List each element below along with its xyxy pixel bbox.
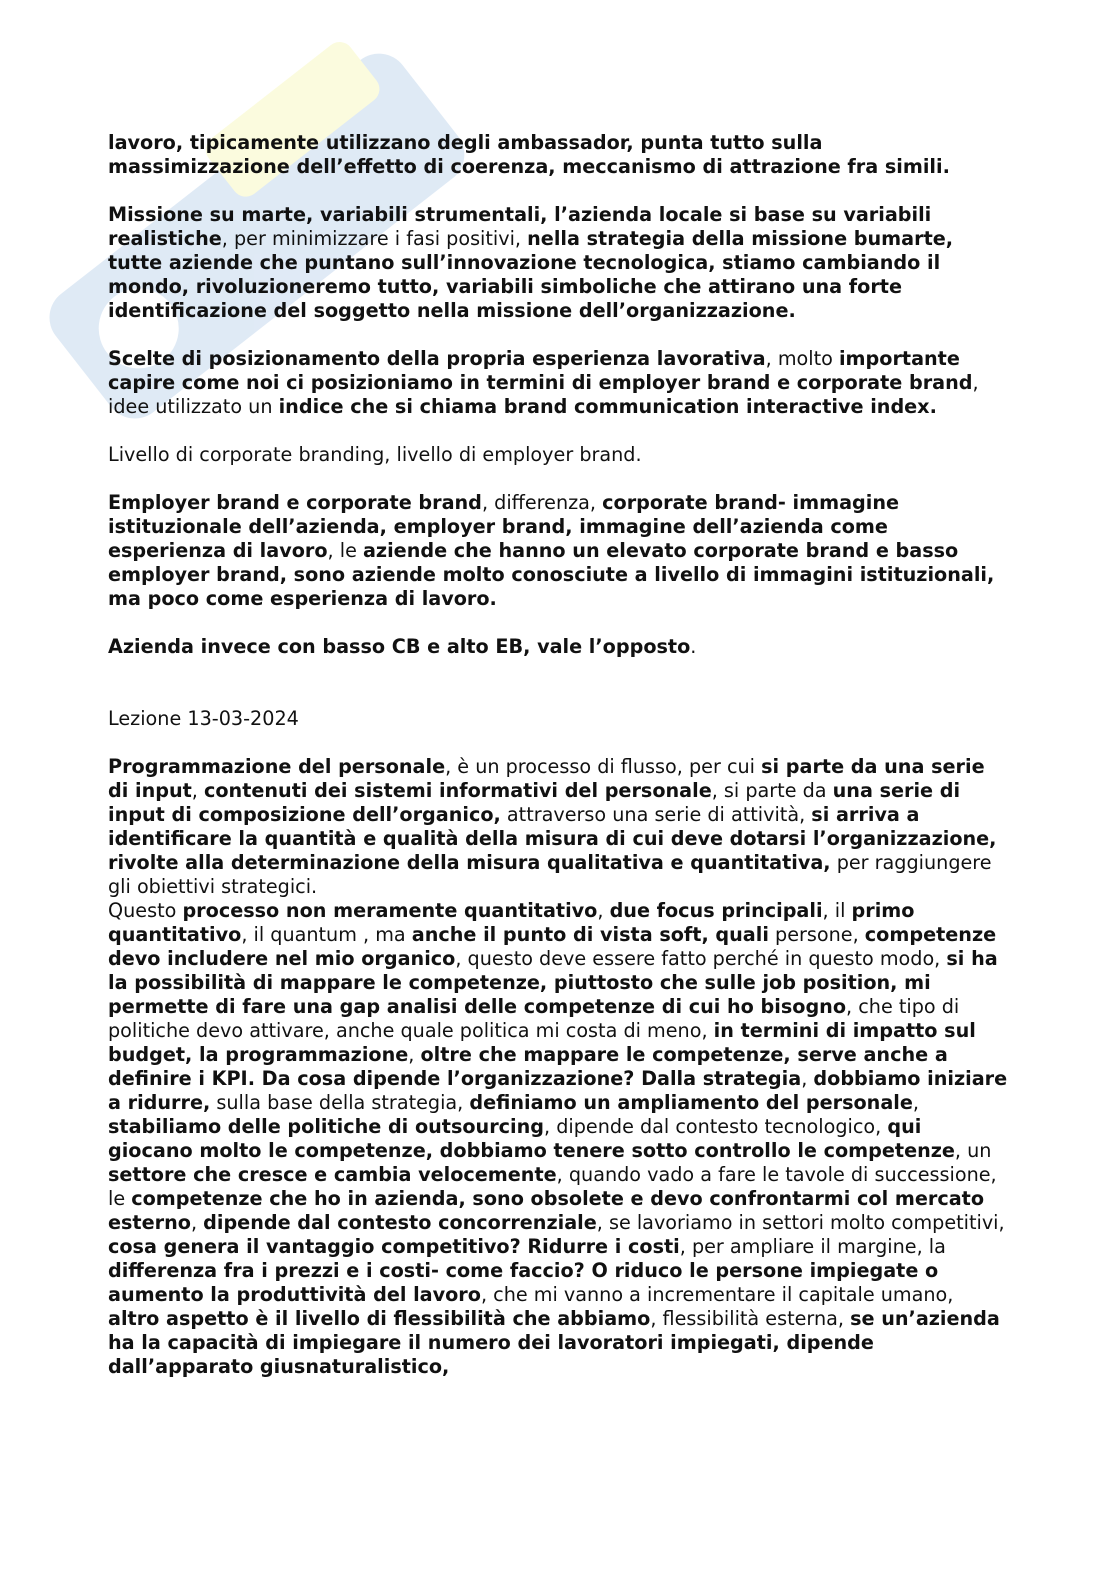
text-run: , un	[954, 1139, 992, 1162]
text-run: , il quantum , ma	[241, 923, 412, 946]
text-run: , flessibilità esterna,	[650, 1307, 851, 1330]
bold-text-run: lavoro, tipicamente utilizzano degli ambassador, punta tutto sulla massimizzazione dell’effetto di coerenza, meccanismo di attrazione fra simili.	[108, 131, 950, 178]
bold-text-run: indice che si chiama brand communication interactive index.	[278, 395, 937, 418]
text-run: per raggiungere gli obiettivi strategici.	[108, 851, 992, 898]
bold-text-run: definiamo un ampliamento del personale	[469, 1091, 913, 1114]
bold-text-run: due focus principali	[609, 899, 823, 922]
paragraph-ambassador	[108, 131, 1008, 179]
bold-text-run: aziende che hanno un elevato corporate brand e basso employer brand, sono aziende molto conosciute a livello di immagini istituzionali, ma poco come esperienza di lavoro.	[108, 539, 995, 610]
text-run: , si parte da	[711, 779, 833, 802]
bold-text-run: cosa genera il vantaggio competitivo? Ridurre i costi	[108, 1235, 680, 1258]
bold-text-run: Employer brand e corporate brand	[108, 491, 482, 514]
bold-text-run: contenuti dei sistemi informativi del personale	[204, 779, 712, 802]
text-run: , che tipo di politiche devo attivare, anche quale politica mi costa di meno,	[108, 995, 960, 1042]
text-run: ,	[801, 1067, 814, 1090]
text-run: , il	[822, 899, 852, 922]
text-run: ,	[191, 779, 204, 802]
bold-text-run: Programmazione del personale	[108, 755, 446, 778]
bold-text-run: stabiliamo delle politiche di outsourcing	[108, 1115, 545, 1138]
bold-text-run: si ha la possibilità di mappare le competenze, piuttosto che sulle job position, mi permette di fare una gap analisi delle competenze di cui ho bisogno	[108, 947, 998, 1018]
bold-text-run: si parte da una serie di input	[108, 755, 985, 802]
bold-text-run: oltre che mappare le competenze, serve anche a definire i KPI. Da cosa dipende l’organizzazione? Dalla strategia	[108, 1043, 948, 1090]
bold-text-run: anche il punto di vista soft, quali	[411, 923, 769, 946]
paragraph-programmazione	[108, 755, 1008, 899]
text-run: ,	[597, 899, 610, 922]
paragraph-posizionamento	[108, 347, 1008, 419]
text-run: , molto	[765, 347, 839, 370]
text-run: , per ampliare il margine, la	[679, 1235, 946, 1258]
paragraph-processo	[108, 899, 1008, 1379]
text-run: , questo deve essere fatto perché in questo modo,	[455, 947, 947, 970]
paragraph-employer-corporate	[108, 491, 1008, 611]
bold-text-run: corporate brand- immagine istituzionale dell’azienda, employer brand, immagine dell’azienda come esperienza di lavoro	[108, 491, 900, 562]
paragraph-livello-branding	[108, 443, 1008, 467]
bold-text-run: importante capire come noi ci posizioniamo in termini di employer brand e corporate brand	[108, 347, 973, 394]
text-run: , idee utilizzato un	[108, 371, 979, 418]
text-run: ,	[912, 1091, 919, 1114]
text-run: , le	[327, 539, 363, 562]
bold-text-run: se un’azienda ha la capacità di impiegare il numero dei lavoratori impiegati, dipende dall’apparato giusnaturalistico,	[108, 1307, 1000, 1378]
text-run: ,	[190, 1211, 204, 1234]
bold-text-run: in termini di impatto sul budget, la programmazione	[108, 1019, 976, 1066]
text-run: ,	[408, 1043, 421, 1066]
text-run: , per minimizzare i fasi positivi,	[221, 227, 528, 250]
bold-text-run: Scelte di posizionamento della propria esperienza lavorativa	[108, 347, 766, 370]
bold-text-run: una serie di input di composizione dell’organico,	[108, 779, 961, 826]
text-run: attraverso una serie di attività,	[500, 803, 812, 826]
bold-text-run: Azienda invece con basso CB e alto EB, vale l’opposto	[108, 635, 691, 658]
text-run: , dipende dal contesto tecnologico,	[544, 1115, 888, 1138]
text-run: Questo	[108, 899, 183, 922]
text-run: , differenza,	[481, 491, 603, 514]
bold-text-run: processo non meramente quantitativo	[182, 899, 598, 922]
text-run: , che mi vanno a incrementare il capitale umano,	[480, 1283, 954, 1306]
bold-text-run: competenze che ho in azienda, sono obsolete e devo confrontarmi col mercato esterno	[108, 1187, 985, 1234]
bold-text-run: dobbiamo iniziare a ridurre,	[108, 1067, 1008, 1114]
bold-text-run: differenza fra i prezzi e i costi- come faccio? O riduco le persone impiegate o aumento la produttività del lavoro	[108, 1259, 939, 1306]
paragraph-missione-marte	[108, 203, 1008, 323]
text-run: , quando vado a fare le tavole di successione, le	[108, 1163, 997, 1210]
bold-text-run: qui giocano molto le competenze, dobbiamo tenere sotto controllo le competenze	[108, 1115, 955, 1162]
text-run: .	[690, 635, 697, 658]
text-run: Lezione 13-03-2024	[108, 707, 299, 730]
text-run: Livello di corporate branding, livello di employer brand.	[108, 443, 642, 466]
bold-text-run: nella strategia della missione bumarte, tutte aziende che puntano sull’innovazione tecnologica, stiamo cambiando il mondo, rivoluzioneremo tutto, variabili simboliche che attirano una forte identificazione del soggetto nella missione dell’organizzazione.	[108, 227, 954, 322]
document-page	[108, 131, 1008, 1379]
bold-text-run: altro aspetto è il livello di flessibilità che abbiamo	[108, 1307, 651, 1330]
text-run: , è un processo di flusso, per cui	[445, 755, 762, 778]
bold-text-run: settore che cresce e cambia velocemente	[108, 1163, 557, 1186]
bold-text-run: Missione su marte, variabili strumentali, l’azienda locale si base su variabili realistiche	[108, 203, 932, 250]
lesson-heading	[108, 707, 1008, 731]
text-run: , se lavoriamo in settori molto competitivi,	[596, 1211, 1005, 1234]
text-run: sulla base della strategia,	[210, 1091, 470, 1114]
bold-text-run: primo quantitativo	[108, 899, 915, 946]
paragraph-basso-cb	[108, 635, 1008, 659]
bold-text-run: dipende dal contesto concorrenziale	[203, 1211, 597, 1234]
text-run: persone,	[768, 923, 865, 946]
bold-text-run: si arriva a identificare la quantità e qualità della misura di cui deve dotarsi l’organizzazione, rivolte alla determinazione della misura qualitativa e quantitativa,	[108, 803, 997, 874]
bold-text-run: competenze devo includere nel mio organico	[108, 923, 997, 970]
